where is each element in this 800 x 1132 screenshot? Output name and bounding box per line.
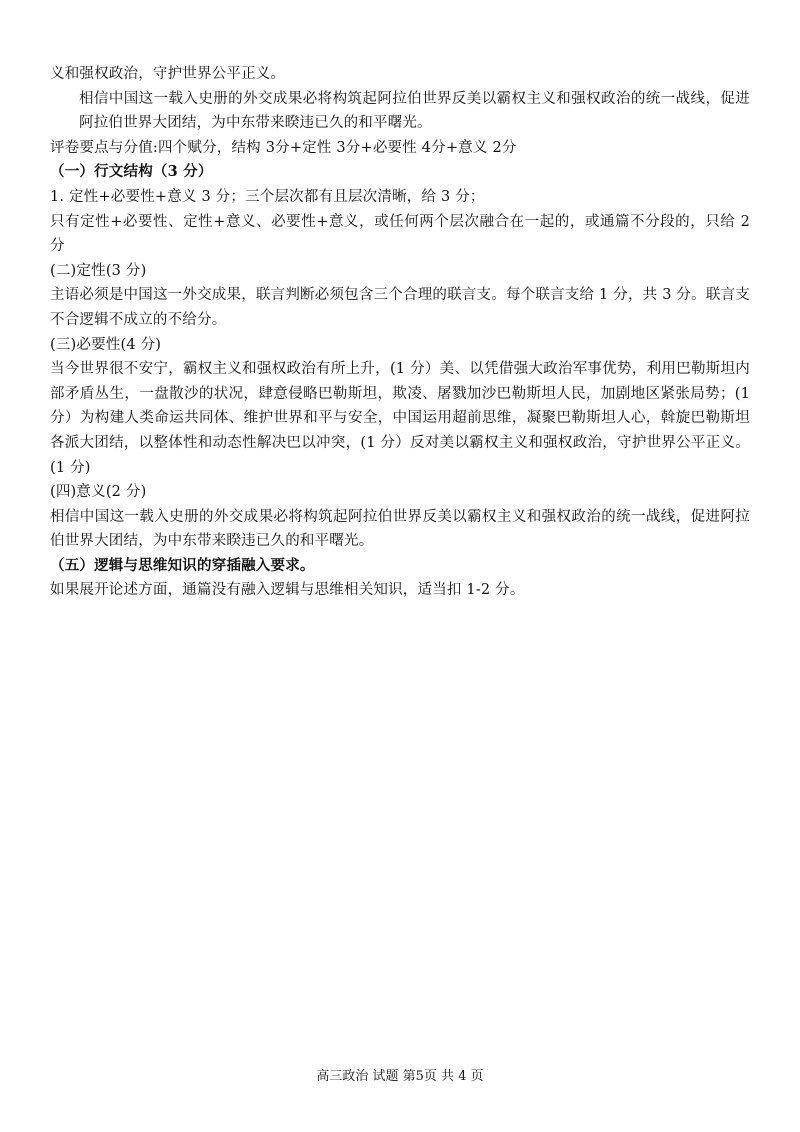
- section-logic-title: （五）逻辑与思维知识的穿插融入要求。: [50, 556, 315, 574]
- paragraph-conclusion: 相信中国这一载入史册的外交成果必将构筑起阿拉伯世界反美以霸权主义和强权政治的统一战线，促进阿拉伯世界大团结，为中东带来睽违已久的和平曙光。: [79, 90, 750, 132]
- structure-rule-2: 只有定性+必要性、定性+意义、必要性+意义，或任何两个层次融合在一起的，或通篇不分段的，只给 2 分: [50, 213, 750, 255]
- section-necessity-title: (三)必要性(4 分): [50, 336, 162, 353]
- page-content: [50, 62, 750, 603]
- necessity-text: 当今世界很不安宁，霸权主义和强权政治有所上升，(1 分）美、以凭借强大政治军事优势，利用巴勒斯坦内部矛盾丛生，一盘散沙的状况，肆意侵略巴勒斯坦，欺凌、屠戮加沙巴勒斯坦人民，加剧地区紧张局势；(1 分）为构建人类命运共同体、维护世界和平与安全，中国运用超前思维，凝聚巴勒斯坦人心，斡旋巴勒斯坦各派大团结，以整体性和动态性解决巴以冲突，(1 分）反对美以霸权主义和强权政治，守护世界公平正义。(1 分): [50, 361, 750, 476]
- page-footer: 高三政治 试题 第5页 共 4 页: [316, 1069, 484, 1084]
- section-significance-title: (四)意义(2 分): [50, 484, 147, 501]
- rubric-header: 评卷要点与分值:四个赋分，结构 3分+定性 3分+必要性 4分+意义 2分: [50, 139, 517, 156]
- section-structure-title: （一）行文结构（3 分）: [50, 163, 213, 181]
- structure-rule-1: 1. 定性+必要性+意义 3 分；三个层次都有且层次清晰，给 3 分；: [50, 188, 485, 205]
- qualitative-text: 主语必须是中国这一外交成果，联言判断必须包含三个合理的联言支。每个联言支给 1 分，共 3 分。联言支不合逻辑不成立的不给分。: [50, 287, 750, 328]
- section-qualitative-title: (二)定性(3 分): [50, 262, 147, 279]
- paragraph-tail: 义和强权政治，守护世界公平正义。: [50, 66, 286, 82]
- logic-text: 如果展开论述方面，通篇没有融入逻辑与思维相关知识，适当扣 1-2 分。: [50, 582, 525, 599]
- significance-text: 相信中国这一载入史册的外交成果必将构筑起阿拉伯世界反美以霸权主义和强权政治的统一战线，促进阿拉伯世界大团结，为中东带来睽违已久的和平曙光。: [50, 508, 750, 550]
